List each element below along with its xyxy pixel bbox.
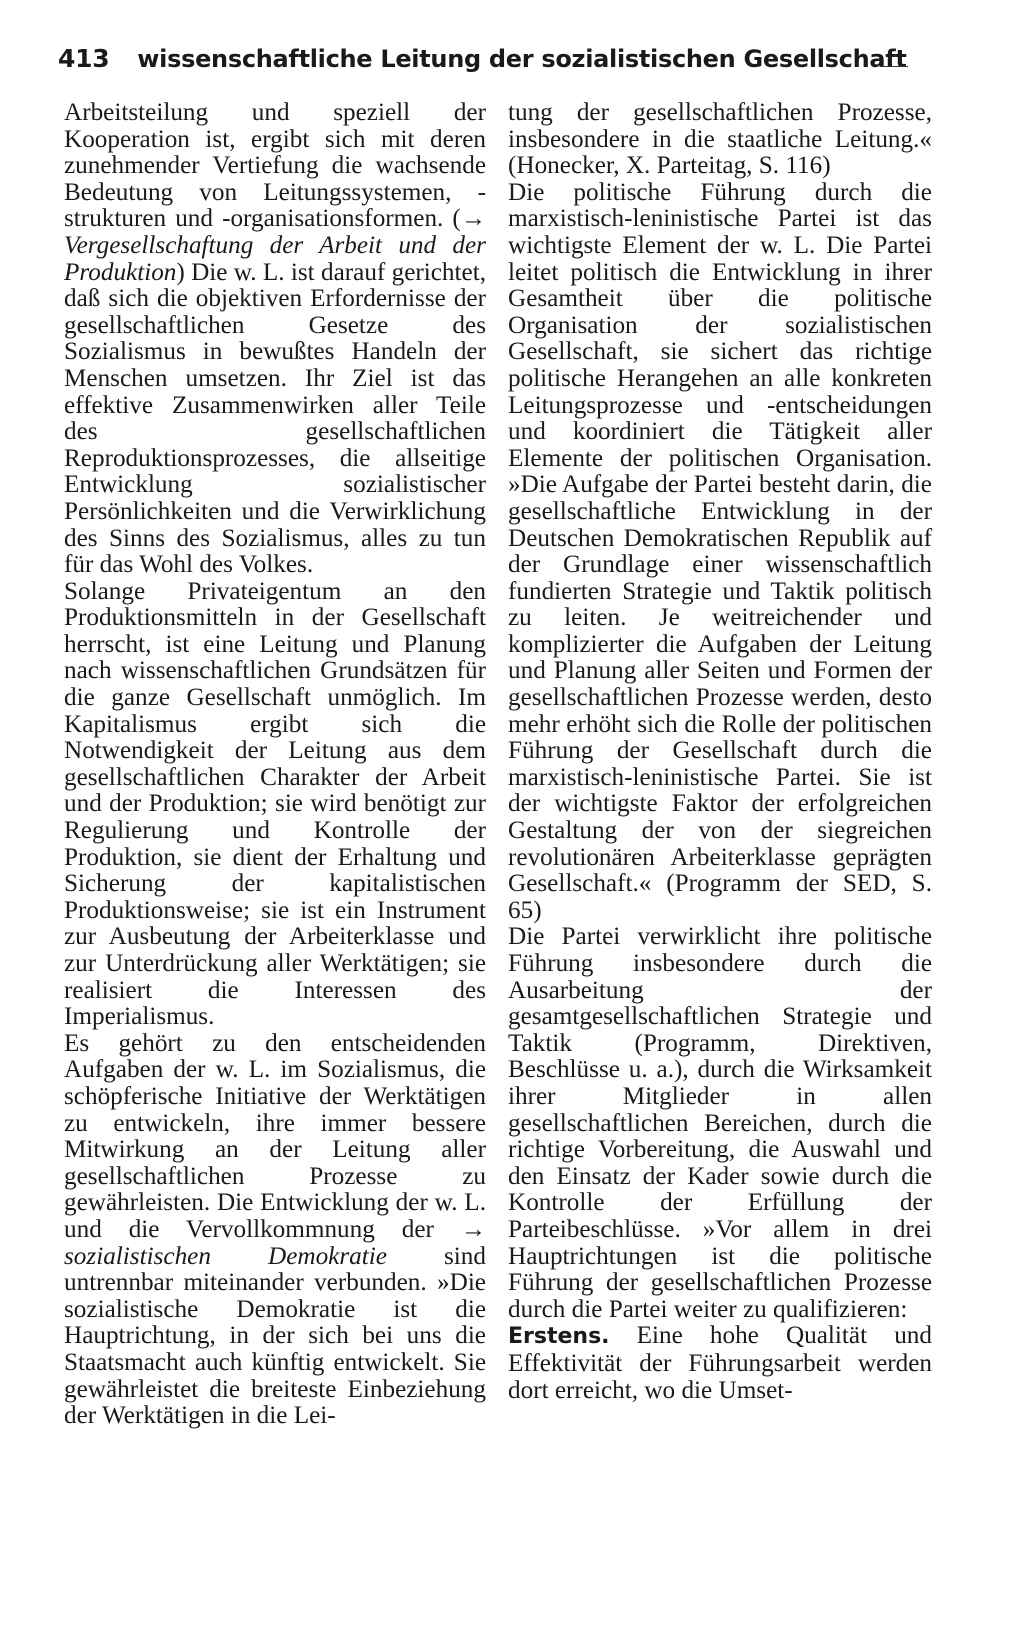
page-number: 413 [58,44,110,73]
right-column [508,100,932,1404]
header-rule [880,66,908,67]
left-column [64,100,486,1430]
paragraph: Die politische Führung durch die marxistisch-leninistische Partei ist das wichtigste Element der w. L. Die Partei leitet politisch die Entwicklung in ihrer Gesamtheit über die politische Organisation der sozialistischen Gesellschaft, sie sichert das richtige politische Herangehen an alle konkreten Leitungsprozesse und -entscheidungen und koordiniert die Tätigkeit aller Elemente der politischen Organisation. »Die Aufgabe der Partei besteht darin, die gesellschaftliche Entwicklung in der Deutschen Demokratischen Republik auf der Grundlage einer wissenschaftlich fundierten Strategie und Taktik politisch zu leiten. Je weitreichender und komplizierter die Aufgaben der Leitung und Planung aller Seiten und Formen der gesellschaftlichen Prozesse werden, desto mehr erhöht sich die Rolle der politischen Führung der Gesellschaft durch die marxistisch-leninistische Partei. Sie ist der wichtigste Faktor der erfolgreichen Gestaltung der von der siegreichen revolutionären Arbeiterklasse geprägten Gesellschaft.« (Programm der SED, S. 65) [508,178,932,924]
paragraph: tung der gesellschaftlichen Prozesse, insbesondere in die staatliche Leitung.« (Honecker, X. Parteitag, S. 116) [508,99,932,180]
paragraph [508,1323,932,1404]
cross-reference-link[interactable]: → sozialistischen Demokratie [64,1215,486,1270]
running-title: wissenschaftliche Leitung der sozialistischen Gesellschaft [137,45,907,73]
paragraph [64,1031,486,1430]
enumeration-lead: Erstens. [508,1324,610,1350]
running-header [58,44,908,84]
text-span: ) Die w. L. ist darauf gerichtet, daß sich die objektiven Erfordernisse der gesellschaftlichen Gesetze des Sozialismus in bewußtes Handeln der Menschen umsetzen. Ihr Ziel ist das effektive Zusammenwirken aller Teile des gesellschaftlichen Reproduktionsprozesses, die allseitige Entwicklung sozialistischer Persönlichkeiten und die Verwirklichung des Sinns des Sozialismus, alles zu tun für das Wohl des Volkes. [64,258,486,579]
text-span: Eine hohe Qualität und Effektivität der Führungsarbeit werden dort erreicht, wo die Umset- [508,1322,932,1404]
paragraph: Die Partei verwirklicht ihre politische Führung insbesondere durch die Ausarbeitung der gesamtgesellschaftlichen Strategie und Taktik (Programm, Direktiven, Beschlüsse u. a.), durch die Wirksamkeit ihrer Mitglieder in allen gesellschaftlichen Bereichen, durch die richtige Vorbereitung, die Auswahl und den Einsatz der Kader sowie durch die Kontrolle der Erfüllung der Parteibeschlüsse. »Vor allem in drei Hauptrichtungen ist die politische Führung der gesellschaftlichen Prozesse durch die Partei weiter zu qualifizieren: [508,923,932,1323]
paragraph: Solange Privateigentum an den Produktionsmitteln in der Gesellschaft herrscht, ist eine Leitung und Planung nach wissenschaftlichen Grundsätzen für die ganze Gesellschaft unmöglich. Im Kapitalismus ergibt sich die Notwendigkeit der Leitung aus dem gesellschaftlichen Charakter der Arbeit und der Produktion; sie wird benötigt zur Regulierung und Kontrolle der Produktion, sie dient der Erhaltung und Sicherung der kapitalistischen Produktionsweise; sie ist ein Instrument zur Ausbeutung der Arbeiterklasse und zur Unterdrückung aller Werktätigen; sie realisiert die Interessen des Imperialismus. [64,577,486,1031]
text-span: sind untrennbar miteinander verbunden. »Die sozialistische Demokratie ist die Hauptrichtung, in der sich bei uns die Staatsmacht auch künftig entwickelt. Sie gewährleistet die breiteste Einbeziehung der Werktätigen in die Lei- [64,1242,486,1430]
cross-reference-link[interactable]: → Vergesellschaftung der Arbeit und der Produktion [64,205,486,286]
paragraph [64,100,486,579]
text-span: Es gehört zu den entscheidenden Aufgaben der w. L. im Sozialismus, die schöpferische Initiative der Werktätigen zu entwickeln, ihre immer bessere Mitwirkung an der Leitung aller gesellschaftlichen Prozesse zu gewährleisten. Die Entwicklung der w. L. und die Vervollkommnung der [64,1029,486,1243]
text-span: Arbeitsteilung und speziell der Kooperation ist, ergibt sich mit deren zunehmender Vertiefung die wachsende Bedeutung von Leitungssystemen, -strukturen und -organisationsformen. ( [64,99,486,233]
